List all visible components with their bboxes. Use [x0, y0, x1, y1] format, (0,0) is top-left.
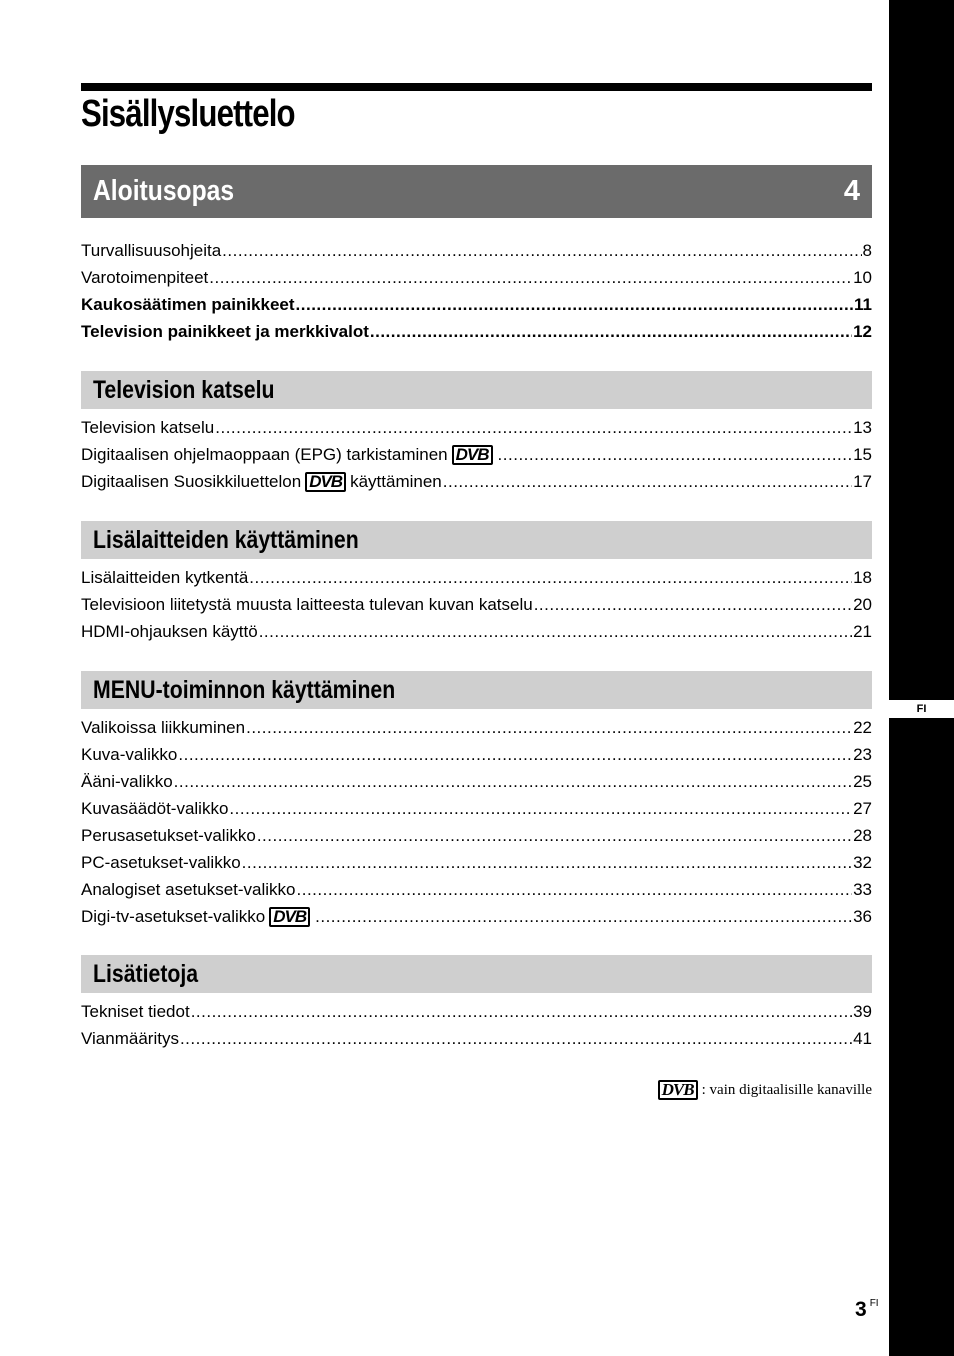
page-number: 3	[855, 1298, 867, 1321]
toc-leader-dots	[178, 745, 852, 765]
section-header-aloitusopas	[81, 165, 872, 218]
toc-entry-text: Tekniset tiedot	[81, 1002, 190, 1021]
toc-entry-text: Vianmääritys	[81, 1029, 179, 1048]
toc-entry	[81, 1002, 872, 1029]
section-header-lisatietoja	[81, 955, 872, 993]
toc-entry	[81, 445, 872, 472]
toc-entry	[81, 799, 872, 826]
toc-entry-text-after: käyttäminen	[350, 472, 442, 491]
toc-entry	[81, 772, 872, 799]
toc-entry-text: Digitaalisen Suosikkiluettelon	[81, 472, 302, 491]
toc-entry	[81, 295, 872, 322]
toc-entry-page: 12	[853, 322, 872, 341]
toc-leader-dots	[246, 718, 852, 738]
toc-entry-title	[81, 1002, 190, 1022]
toc-entry-text: Turvallisuusohjeita	[81, 241, 222, 260]
toc-entry	[81, 622, 872, 649]
dvb-logo-icon: DVB	[305, 472, 346, 492]
toc-entry-text: Ääni-valikko	[81, 772, 173, 791]
toc-entry-page: 15	[853, 445, 872, 464]
toc-entry-page: 32	[853, 853, 872, 872]
toc-list-lisalaitteiden-kayttaminen	[81, 568, 872, 649]
section-header-menu-toiminnon-kayttaminen	[81, 671, 872, 709]
toc-entry-title	[81, 826, 256, 846]
toc-entry-title	[81, 772, 173, 792]
top-rule	[81, 83, 872, 91]
side-bar	[889, 0, 954, 1356]
toc-entry-title	[81, 853, 241, 873]
toc-list-menu-toiminnon-kayttaminen	[81, 718, 872, 934]
toc-entry-text: Televisioon liitetystä muusta laitteesta tulevan kuvan katselu	[81, 595, 533, 614]
toc-entry-text: Valikoissa liikkuminen	[81, 718, 246, 737]
section-header-lisalaitteiden-kayttaminen	[81, 521, 872, 559]
toc-leader-dots	[257, 826, 852, 846]
toc-entry-page: 20	[853, 595, 872, 614]
toc-entry-page: 11	[854, 295, 872, 314]
toc-entry-title	[81, 1029, 179, 1049]
toc-entry-text: PC-asetukset-valikko	[81, 853, 241, 872]
dvb-logo-icon: DVB	[452, 445, 493, 465]
toc-entry-title	[81, 595, 533, 615]
toc-entry	[81, 472, 872, 499]
toc-entry	[81, 907, 872, 934]
legend-text: : vain digitaalisille kanaville	[701, 1081, 872, 1098]
toc-entry	[81, 853, 872, 880]
toc-list-aloitusopas	[81, 241, 872, 349]
toc-entry-title	[81, 880, 296, 900]
toc-entry-page: 28	[853, 826, 872, 845]
language-tab: FI	[889, 700, 954, 718]
toc-entry	[81, 826, 872, 853]
toc-entry-title	[81, 745, 177, 765]
toc-entry-page: 25	[853, 772, 872, 791]
toc-entry-title	[81, 568, 248, 588]
toc-entry-page: 10	[853, 268, 872, 287]
toc-entry-page: 33	[853, 880, 872, 899]
toc-leader-dots	[174, 772, 852, 792]
toc-entry-title	[81, 295, 295, 315]
toc-entry-title	[81, 241, 221, 261]
section-title: Lisätietoja	[93, 959, 199, 988]
toc-entry-page: 22	[853, 718, 872, 737]
toc-entry-text: Television painikkeet ja merkkivalot	[81, 322, 369, 341]
toc-leader-dots	[229, 799, 852, 819]
toc-entry	[81, 418, 872, 445]
section-page: 4	[843, 175, 860, 207]
page-language: FI	[869, 1298, 879, 1309]
toc-entry-text: Kuva-valikko	[81, 745, 178, 764]
toc-entry-text: Varotoimenpiteet	[81, 268, 209, 287]
toc-entry-page: 13	[853, 418, 872, 437]
toc-entry-text: Kuvasäädöt-valikko	[81, 799, 229, 818]
toc-leader-dots	[498, 445, 853, 465]
toc-entry	[81, 1029, 872, 1056]
toc-leader-dots	[296, 295, 853, 315]
toc-entry	[81, 322, 872, 349]
toc-entry-title	[81, 418, 214, 438]
toc-entry-page: 18	[853, 568, 872, 587]
toc-entry-text: Analogiset asetukset-valikko	[81, 880, 296, 899]
toc-leader-dots	[180, 1029, 852, 1049]
toc-entry-title	[81, 799, 228, 819]
toc-leader-dots	[534, 595, 852, 615]
section-title: Television katselu	[93, 375, 275, 404]
toc-entry	[81, 268, 872, 295]
toc-entry-title	[81, 907, 314, 927]
toc-entry	[81, 568, 872, 595]
toc-entry-title	[81, 622, 258, 642]
toc-entry-text: Lisälaitteiden kytkentä	[81, 568, 249, 587]
section-header-television-katselu	[81, 371, 872, 409]
section-title: Lisälaitteiden käyttäminen	[93, 525, 359, 554]
toc-entry-page: 41	[853, 1029, 872, 1048]
toc-entry-title	[81, 322, 369, 342]
toc-entry-text: Digitaalisen ohjelmaoppaan (EPG) tarkistaminen	[81, 445, 448, 464]
page-folio	[855, 1298, 879, 1322]
toc-leader-dots	[443, 472, 852, 492]
toc-entry	[81, 718, 872, 745]
toc-list-lisatietoja	[81, 1002, 872, 1056]
toc-leader-dots	[315, 907, 852, 927]
toc-entry-title	[81, 268, 208, 288]
dvb-legend	[654, 1080, 872, 1100]
section-title: Aloitusopas	[93, 175, 235, 207]
toc-entry-text: Kaukosäätimen painikkeet	[81, 295, 295, 314]
toc-leader-dots	[209, 268, 852, 288]
toc-entry-title	[81, 718, 245, 738]
toc-entry	[81, 595, 872, 622]
toc-entry	[81, 241, 872, 268]
toc-entry-page: 39	[853, 1002, 872, 1021]
toc-entry-page: 17	[853, 472, 872, 491]
toc-entry-page: 21	[853, 622, 872, 641]
toc-entry-page: 8	[862, 241, 872, 260]
dvb-logo-icon: DVB	[269, 907, 310, 927]
toc-entry-page: 27	[853, 799, 872, 818]
toc-entry-page: 36	[853, 907, 872, 926]
section-title: MENU-toiminnon käyttäminen	[93, 675, 396, 704]
toc-entry	[81, 745, 872, 772]
toc-leader-dots	[259, 622, 852, 642]
toc-entry-title	[81, 445, 497, 465]
page-title: Sisällysluettelo	[81, 93, 295, 135]
toc-leader-dots	[242, 853, 852, 873]
toc-leader-dots	[222, 241, 861, 261]
toc-entry-page: 23	[853, 745, 872, 764]
toc-entry-title	[81, 472, 442, 492]
toc-entry-text: HDMI-ohjauksen käyttö	[81, 622, 258, 641]
toc-entry-text: Television katselu	[81, 418, 215, 437]
toc-leader-dots	[249, 568, 852, 588]
toc-entry-text: Perusasetukset-valikko	[81, 826, 256, 845]
toc-leader-dots	[297, 880, 853, 900]
toc-entry	[81, 880, 872, 907]
toc-leader-dots	[370, 322, 852, 342]
toc-entry-text: Digi-tv-asetukset-valikko	[81, 907, 266, 926]
toc-list-television-katselu	[81, 418, 872, 499]
toc-leader-dots	[191, 1002, 852, 1022]
dvb-logo-icon: DVB	[658, 1080, 698, 1100]
toc-leader-dots	[215, 418, 852, 438]
